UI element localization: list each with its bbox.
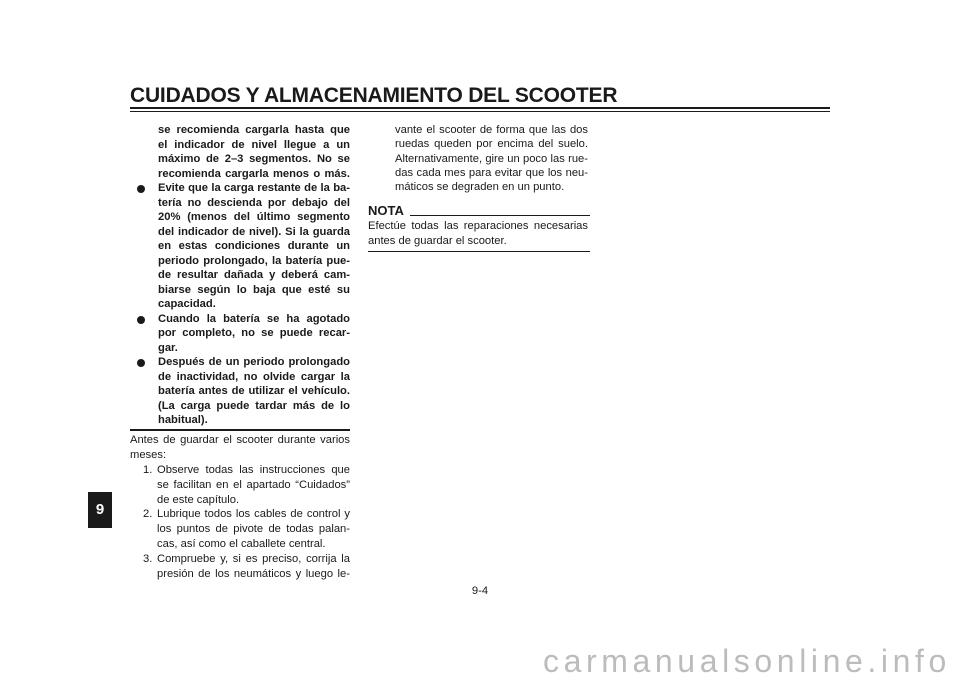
storage-procedure — [130, 433, 350, 582]
procedure-step-line: cas, así como el caballete central. — [157, 538, 326, 551]
step-number: 1. — [143, 463, 153, 476]
note-label: NOTA — [368, 203, 404, 218]
warning-line: el indicador de nivel llegue a un — [158, 138, 350, 151]
page-number: 9-4 — [471, 585, 489, 597]
warning-line: periodo prolongado, la batería pue- — [158, 254, 350, 267]
procedure-intro-line: Antes de guardar el scooter durante varios — [130, 434, 350, 446]
warning-bullet-item — [158, 181, 350, 312]
warning-bullet-item — [158, 312, 350, 356]
note-line: antes de guardar el scooter. — [368, 234, 507, 247]
note-rule — [410, 215, 590, 216]
warning-bullet-item — [158, 355, 350, 428]
chapter-tab-number: 9 — [95, 501, 105, 518]
procedure-step — [130, 552, 350, 582]
watermark: carmanualsonline.info — [543, 643, 951, 679]
procedure-step-line: Lubrique todos los cables de control y — [157, 508, 350, 521]
warning-line: capacidad. — [158, 298, 216, 310]
procedure-step-line: vante el scooter de forma que las dos — [395, 124, 588, 136]
bullet-icon — [137, 316, 145, 324]
warning-line: se recomienda cargarla hasta que — [158, 124, 350, 136]
procedure-intro-line: meses: — [130, 448, 167, 461]
bullet-icon — [137, 185, 145, 193]
warning-line: (La carga puede tardar más de lo — [158, 399, 350, 412]
warning-line: en estas condiciones durante un — [158, 240, 350, 252]
battery-warning-block — [158, 123, 350, 428]
procedure-step-line: de este capítulo. — [157, 493, 240, 506]
procedure-step-continuation — [395, 123, 588, 194]
procedure-step-line: Observe todas las instrucciones que — [157, 463, 350, 476]
warning-line: Después de un periodo prolongado — [158, 356, 350, 368]
warning-line: del indicador de nivel). Si la guarda — [158, 225, 350, 238]
warning-line: habitual). — [158, 414, 208, 426]
procedure-step-line: presión de los neumáticos y luego le- — [157, 568, 350, 581]
warning-line: de inactividad, no olvide cargar la — [158, 370, 350, 383]
note-end-rule — [368, 251, 590, 252]
header-rule-thin — [130, 111, 830, 112]
header-rule-thick — [130, 107, 830, 109]
step-number: 3. — [143, 553, 153, 566]
warning-line: de resultar dañada y deberá cam- — [158, 269, 350, 281]
procedure-step-line: los puntos de pivote de todas palan- — [157, 523, 350, 536]
note-line: Efectúe todas las reparaciones necesarias — [368, 220, 588, 232]
warning-line: por completo, no se puede recar- — [158, 327, 350, 339]
warning-line: tería no descienda por debajo del — [158, 196, 350, 209]
page-title: CUIDADOS Y ALMACENAMIENTO DEL SCOOTER — [130, 84, 618, 107]
procedure-step-line: ruedas queden por encima del suelo. — [395, 138, 588, 151]
procedure-step-line: Compruebe y, si es preciso, corrija la — [157, 553, 350, 566]
procedure-step-line: Alternativamente, gire un poco las rue- — [395, 152, 588, 165]
procedure-step — [130, 463, 350, 508]
chapter-tab — [88, 492, 112, 528]
warning-line: batería antes de utilizar el vehículo. — [158, 385, 350, 397]
procedure-step-line: máticos se degraden en un punto. — [395, 181, 565, 194]
warning-line: Cuando la batería se ha agotado — [158, 312, 350, 325]
warning-line: Evite que la carga restante de la ba- — [158, 182, 350, 194]
procedure-step-line: se facilitan en el apartado “Cuidados” — [157, 478, 350, 491]
note-box — [368, 219, 588, 248]
procedure-step-line: das cada mes para evitar que los neu- — [395, 166, 588, 179]
warning-line: gar. — [158, 341, 178, 354]
bullet-icon — [137, 359, 145, 367]
step-number: 2. — [143, 508, 153, 521]
warning-line: recomienda cargarla menos o más. — [158, 167, 350, 180]
warning-line: biarse según lo baja que esté su — [158, 283, 350, 296]
warning-line: máximo de 2–3 segmentos. No se — [158, 153, 350, 165]
warning-end-rule — [130, 429, 350, 431]
procedure-step — [130, 507, 350, 552]
warning-line: 20% (menos del último segmento — [158, 211, 350, 223]
